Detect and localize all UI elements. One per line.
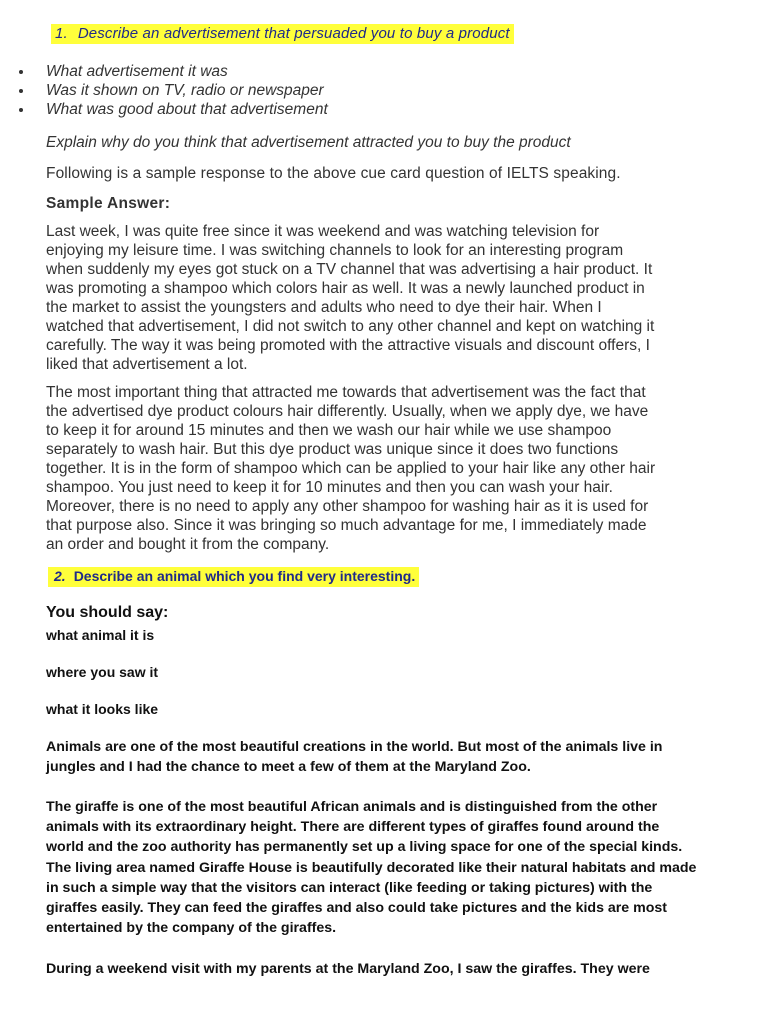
answer-1-paragraph-1 bbox=[46, 222, 746, 374]
text-line: jungles and I had the chance to meet a few of them at the Maryland Zoo. bbox=[46, 759, 531, 776]
question-2-number: 2. bbox=[54, 568, 66, 584]
text-line: The living area named Giraffe House is beautifully decorated like their natural habitats and made bbox=[46, 859, 697, 876]
bullet-text: What advertisement it was bbox=[46, 63, 228, 80]
bullet-item bbox=[0, 81, 328, 100]
text-line: that purpose also. Since it was bringing so much advantage for me, I immediately made bbox=[46, 517, 647, 534]
text-line: the market to assist the youngsters and adults who need to dye their hair. When I bbox=[46, 299, 602, 316]
text-line: During a weekend visit with my parents at the Maryland Zoo, I saw the giraffes. They were bbox=[46, 961, 650, 977]
you-should-say-heading: You should say: bbox=[46, 604, 169, 621]
text-line: shampoo. You just need to keep it for 10 minutes and then you can wash your hair. bbox=[46, 479, 613, 496]
bullet-dot-icon bbox=[19, 89, 23, 93]
text-line: carefully. The way it was being promoted with the attractive visuals and discount offers, I bbox=[46, 337, 650, 354]
bullet-dot-icon bbox=[19, 70, 23, 74]
bullet-dot-icon bbox=[19, 108, 23, 112]
text-line: The most important thing that attracted me towards that advertisement was the fact that bbox=[46, 384, 646, 401]
question-2-title: Describe an animal which you find very interesting. bbox=[73, 568, 416, 584]
text-line: separately to wash hair. But this dye product was unique since it does two functions bbox=[46, 441, 619, 458]
text-line: was promoting a shampoo which colors hair as well. It was a newly launched product in bbox=[46, 280, 645, 297]
text-line: to keep it for around 15 minutes and then we wash our hair while we use shampoo bbox=[46, 422, 612, 439]
text-line: Last week, I was quite free since it was weekend and was watching television for bbox=[46, 223, 600, 240]
sample-answer-label: Sample Answer: bbox=[46, 195, 171, 212]
question-1-title: Describe an advertisement that persuaded you to buy a product bbox=[77, 25, 510, 42]
intro-text: Following is a sample response to the above cue card question of IELTS speaking. bbox=[46, 165, 621, 182]
cue-card-bullet-list bbox=[0, 62, 328, 119]
bullet-item bbox=[0, 62, 328, 81]
bullet-item bbox=[0, 100, 328, 119]
text-line: the advertised dye product colours hair differently. Usually, when we apply dye, we have bbox=[46, 403, 649, 420]
bullet-text: What was good about that advertisement bbox=[46, 101, 328, 118]
explain-prompt: Explain why do you think that advertisement attracted you to buy the product bbox=[46, 134, 571, 151]
answer-2-paragraph-2 bbox=[46, 797, 746, 938]
text-line: watched that advertisement, I did not switch to any other channel and kept on watching it bbox=[46, 318, 655, 335]
text-line: in such a simple way that the visitors can interact (like feeding or taking pictures) with the bbox=[46, 879, 653, 896]
text-line: animals with its extraordinary height. There are different types of giraffes found around the bbox=[46, 819, 660, 836]
text-line: Animals are one of the most beautiful creations in the world. But most of the animals live in bbox=[46, 739, 663, 755]
answer-2-paragraph-3 bbox=[46, 959, 746, 979]
text-line: world and the zoo authority has permanently set up a living space for one of the special kinds. bbox=[46, 839, 683, 856]
question-1-heading bbox=[51, 24, 514, 44]
prompt-item: what it looks like bbox=[46, 701, 159, 717]
bullet-text: Was it shown on TV, radio or newspaper bbox=[46, 82, 324, 99]
text-line: Moreover, there is no need to apply any other shampoo for washing hair as it is used for bbox=[46, 498, 649, 515]
question-1-number: 1. bbox=[55, 25, 68, 42]
text-line: giraffes easily. They can feed the giraffes and also could take pictures and the kids are most bbox=[46, 900, 668, 917]
text-line: together. It is in the form of shampoo which can be applied to your hair like any other hair bbox=[46, 460, 656, 477]
prompt-item: where you saw it bbox=[46, 664, 159, 680]
text-line: liked that advertisement a lot. bbox=[46, 356, 248, 373]
text-line: entertained by the company of the giraffes. bbox=[46, 920, 337, 937]
text-line: when suddenly my eyes got stuck on a TV channel that was advertising a hair product. It bbox=[46, 261, 653, 278]
text-line: an order and bought it from the company. bbox=[46, 536, 330, 553]
text-line: The giraffe is one of the most beautiful African animals and is distinguished from the other bbox=[46, 799, 658, 815]
text-line: enjoying my leisure time. I was switching channels to look for an interesting program bbox=[46, 242, 624, 259]
answer-2-paragraph-1 bbox=[46, 737, 746, 777]
question-2-heading bbox=[48, 567, 419, 587]
prompt-item: what animal it is bbox=[46, 627, 155, 643]
answer-1-paragraph-2 bbox=[46, 383, 746, 554]
